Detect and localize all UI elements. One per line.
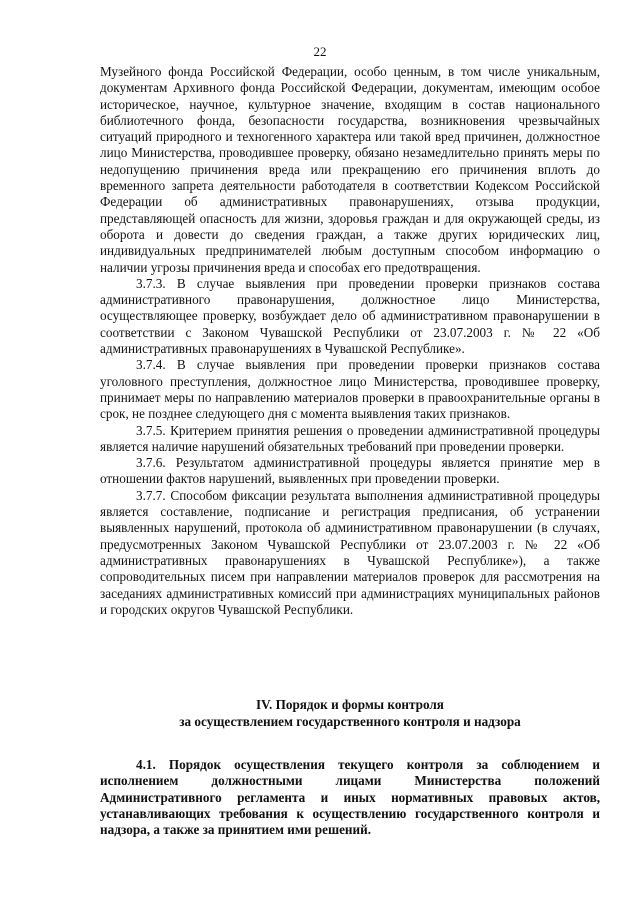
paragraph-continuation: Музейного фонда Российской Федерации, особо ценным, в том числе уникальным, документам Архивного фонда Российской Федерации, документам, имеющим особое историческое, научное, культурное значение, входящим в состав национального библиотечного фонда, безопасности государства, возникновения чрезвычайных ситуаций природного и техногенного характера или такой вред причинен, должностное лицо Министерства, проводившее проверку, обязано незамедлительно принять меры по недопущению причинения вреда или прекращению его причинения вплоть до временного запрета деятельности работодателя в соответствии Кодексом Российской Федерации об административных правонарушениях, отзыва продукции, представляющей опасность для жизни, здоровья граждан и для окружающей среды, из оборота и довести до сведения граждан, а также других юридических лиц, индивидуальных предпринимателей любым доступным способом информацию о наличии угрозы причинения вреда и способах его предотвращения. — [100, 64, 600, 275]
paragraph-3-7-3: 3.7.3. В случае выявления при проведении проверки признаков состава административного правонарушения, должностное лицо Министерства, осуществляющее проверку, возбуждает дело об административном правонарушении в соответствии с Законом Чувашской Республики от 23.07.2003 г. № 22 «Об административных правонарушениях в Чувашской Республике». — [100, 275, 600, 357]
paragraph-3-7-6: 3.7.6. Результатом административной процедуры является принятие мер в отношении фактов нарушений, выявленных при проведении проверки. — [100, 455, 600, 487]
subsection-4-1-heading: 4.1. Порядок осуществления текущего контроля за соблюдением и исполнением должностными лицами Министерства положений Административного регламента и иных нормативных правовых актов, устанавливающих требования к осуществлению государственного контроля и надзора, а также за принятием ими решений. — [100, 757, 600, 838]
paragraph-3-7-5: 3.7.5. Критерием принятия решения о проведении административной процедуры является наличие нарушений обязательных требований при проведении проверки. — [100, 422, 600, 454]
paragraph-3-7-4: 3.7.4. В случае выявления при проведении проверки признаков состава уголовного преступления, должностное лицо Министерства, проводившее проверку, принимает меры по направлению материалов проверки в правоохранительные органы в срок, не позднее следующего дня с момента выявления таких признаков. — [100, 357, 600, 422]
section-title-line-1: IV. Порядок и формы контроля — [256, 697, 444, 712]
document-body — [100, 64, 600, 618]
section-title — [100, 697, 600, 730]
paragraph-3-7-7: 3.7.7. Способом фиксации результата выполнения административной процедуры является составление, подписание и регистрация предписания, об устранении выявленных нарушений, протокола об административном правонарушении (в случаях, предусмотренных Законом Чувашской Республики от 23.07.2003 г. № 22 «Об административных правонарушениях в Чувашской Республике»), а также сопроводительных писем при направлении материалов проверок для рассмотрения на заседаниях административных комиссий при администрациях муниципальных районов и городских округов Чувашской Республики. — [100, 487, 600, 617]
page-number: 22 — [313, 44, 327, 59]
section-title-line-2: за осуществлением государственного контроля и надзора — [179, 713, 521, 729]
